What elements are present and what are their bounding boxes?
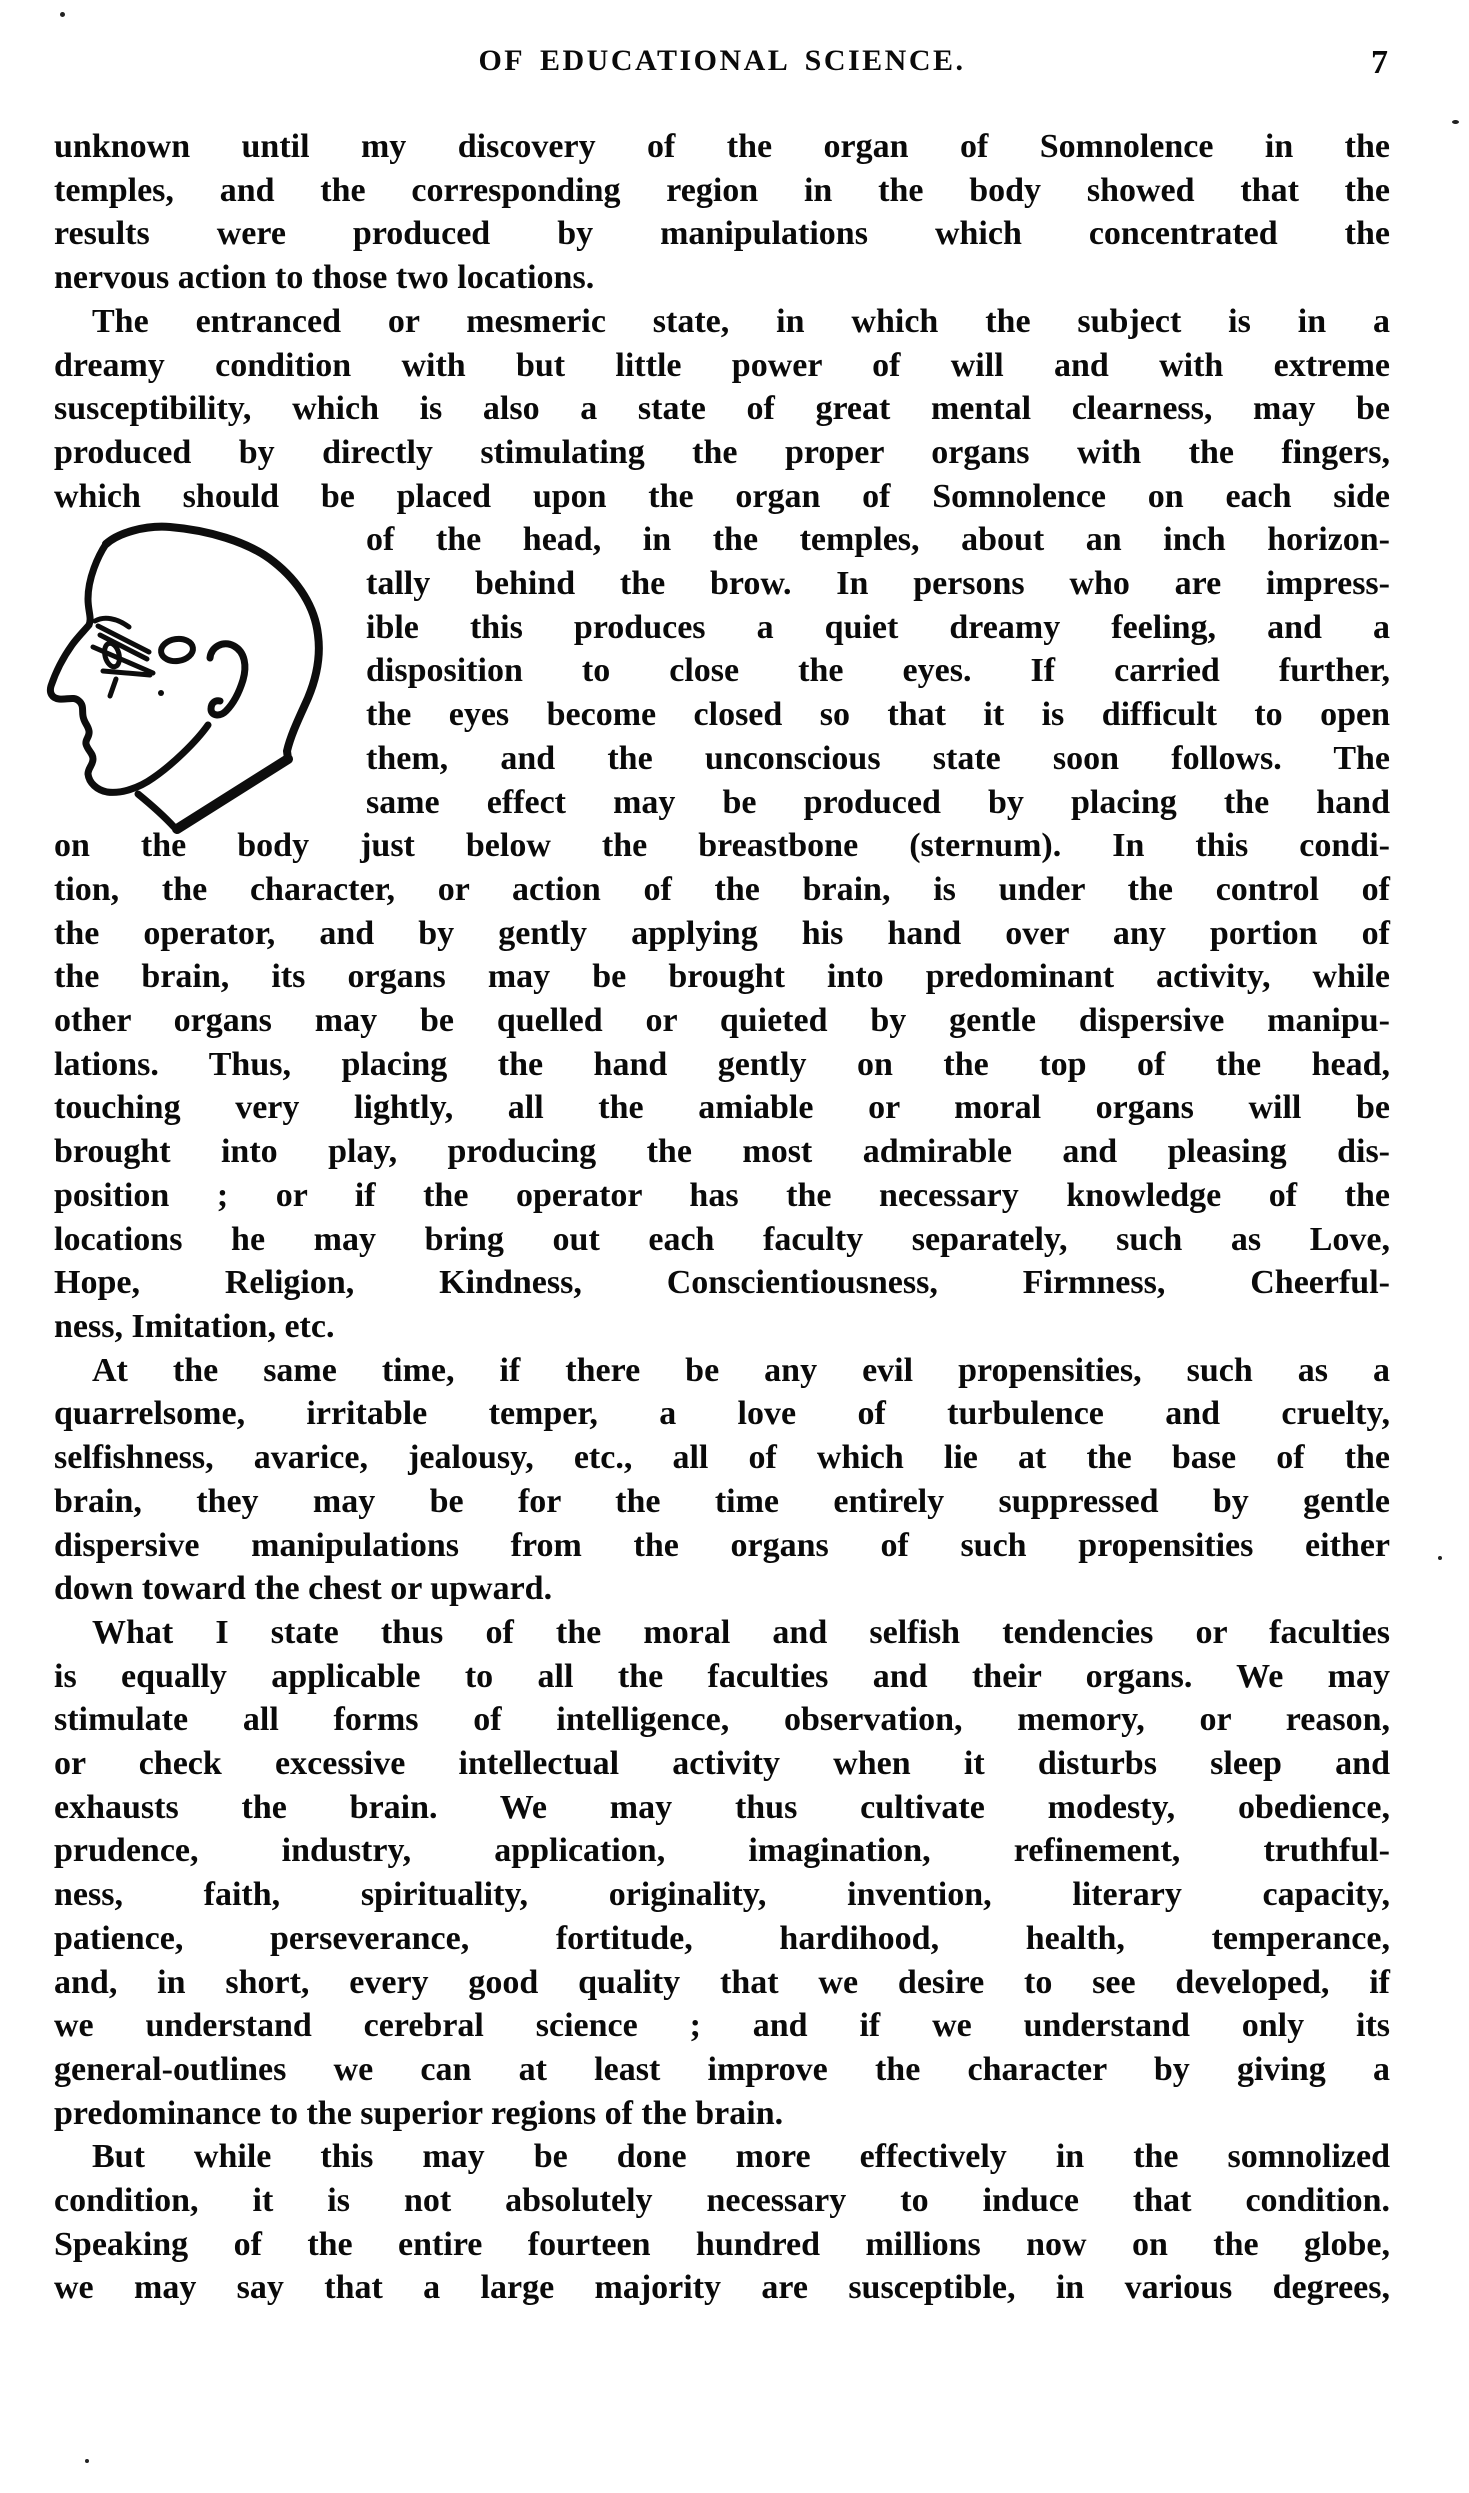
text-line: ness, Imitation, etc. <box>54 1307 335 1345</box>
text-line: The entranced or mesmeric state, in which the subject is in a <box>92 302 1390 340</box>
text-line: Speaking of the entire fourteen hundred millions now on the globe, <box>54 2225 1390 2263</box>
paragraph <box>54 1349 1390 1611</box>
text-line: position ; or if the operator has the necessary knowledge of the <box>54 1176 1390 1214</box>
text-line: the brain, its organs may be brought into predominant activity, while <box>54 958 1390 996</box>
text-line: predominance to the superior regions of the brain. <box>54 2094 784 2132</box>
wrapped-text-column <box>366 518 1390 824</box>
text-line: selfishness, avarice, jealousy, etc., all of which lie at the base of the <box>54 1439 1390 1477</box>
text-line: we may say that a large majority are susceptible, in various degrees, <box>54 2269 1390 2307</box>
text-line: nervous action to those two locations. <box>54 259 595 297</box>
text-line: locations he may bring out each faculty separately, such as Love, <box>54 1220 1390 1258</box>
somnolence-organ-mark <box>160 637 195 663</box>
text-line: condition, it is not absolutely necessary to induce that condition. <box>54 2182 1390 2220</box>
text-line: patience, perseverance, fortitude, hardihood, health, temperance, <box>54 1919 1390 1957</box>
text-line: on the body just below the breastbone (sternum). In this condi- <box>54 827 1390 865</box>
text-line: tally behind the brow. In persons who are impress- <box>366 565 1390 603</box>
scan-speck <box>1452 120 1459 124</box>
text-line: susceptibility, which is also a state of great mental clearness, may be <box>54 390 1390 428</box>
text-line: disposition to close the eyes. If carried further, <box>366 652 1390 690</box>
text-line: What I state thus of the moral and selfish tendencies or faculties <box>92 1613 1390 1651</box>
text-line: brought into play, producing the most admirable and pleasing dis- <box>54 1133 1390 1171</box>
text-line: ible this produces a quiet dreamy feeling, and a <box>366 608 1390 646</box>
paragraph <box>54 300 1390 1349</box>
text-line: stimulate all forms of intelligence, observation, memory, or reason, <box>54 1701 1390 1739</box>
text-line: other organs may be quelled or quieted by gentle dispersive manipu- <box>54 1002 1390 1040</box>
text-line: ness, faith, spirituality, originality, invention, literary capacity, <box>54 1876 1390 1914</box>
text-line: At the same time, if there be any evil propensities, such as a <box>92 1351 1390 1389</box>
text-line: results were produced by manipulations which concentrated the <box>54 215 1390 253</box>
text-line: tion, the character, or action of the brain, is under the control of <box>54 870 1390 908</box>
scan-speck <box>1438 1556 1442 1560</box>
text-line: unknown until my discovery of the organ of Somnolence in the <box>54 128 1390 165</box>
text-line: general-outlines we can at least improve the character by giving a <box>54 2050 1390 2088</box>
paragraph <box>54 1611 1390 2135</box>
text-line: touching very lightly, all the amiable or moral organs will be <box>54 1089 1390 1127</box>
text-line: exhausts the brain. We may thus cultivate modesty, obedience, <box>54 1788 1390 1826</box>
text-line: lations. Thus, placing the hand gently on the top of the head, <box>54 1045 1390 1083</box>
text-line: or check excessive intellectual activity when it disturbs sleep and <box>54 1745 1390 1783</box>
paragraph <box>54 125 1390 300</box>
text-line: the operator, and by gently applying his hand over any portion of <box>54 914 1390 952</box>
body-text <box>54 125 1390 2310</box>
running-title: OF EDUCATIONAL SCIENCE. <box>478 44 966 77</box>
text-line: dispersive manipulations from the organs of such propensities either <box>54 1526 1390 1564</box>
text-line: them, and the unconscious state soon follows. The <box>366 739 1390 777</box>
text-line: dreamy condition with but little power of will and with extreme <box>54 346 1390 384</box>
text-line: But while this may be done more effectively in the somnolized <box>92 2138 1390 2176</box>
text-line: we understand cerebral science ; and if we understand only its <box>54 2007 1390 2045</box>
text-line: same effect may be produced by placing the hand <box>366 783 1390 821</box>
text-line: brain, they may be for the time entirely suppressed by gentle <box>54 1482 1390 1520</box>
scan-speck <box>60 12 65 17</box>
text-line: is equally applicable to all the faculties and their organs. We may <box>54 1657 1390 1695</box>
text-line: the eyes become closed so that it is difficult to open <box>366 696 1390 734</box>
head-profile-illustration <box>40 518 344 840</box>
figure-text-wrap <box>54 518 1390 824</box>
head-profile-figure <box>54 518 366 824</box>
page-number: 7 <box>1371 44 1388 81</box>
scan-speck <box>85 2459 89 2463</box>
text-line: temples, and the corresponding region in the body showed that the <box>54 171 1390 209</box>
page-header <box>54 44 1390 84</box>
paragraph <box>54 2135 1390 2310</box>
text-line: Hope, Religion, Kindness, Conscientiousness, Firmness, Cheerful- <box>54 1264 1390 1302</box>
text-line: which should be placed upon the organ of Somnolence on each side <box>54 477 1390 515</box>
text-line: of the head, in the temples, about an inch horizon- <box>366 521 1390 559</box>
text-line: produced by directly stimulating the proper organs with the fingers, <box>54 433 1390 471</box>
text-line: down toward the chest or upward. <box>54 1570 553 1608</box>
text-line: and, in short, every good quality that we desire to see developed, if <box>54 1963 1390 2001</box>
text-line: quarrelsome, irritable temper, a love of turbulence and cruelty, <box>54 1395 1390 1433</box>
text-line: prudence, industry, application, imagination, refinement, truthful- <box>54 1832 1390 1870</box>
